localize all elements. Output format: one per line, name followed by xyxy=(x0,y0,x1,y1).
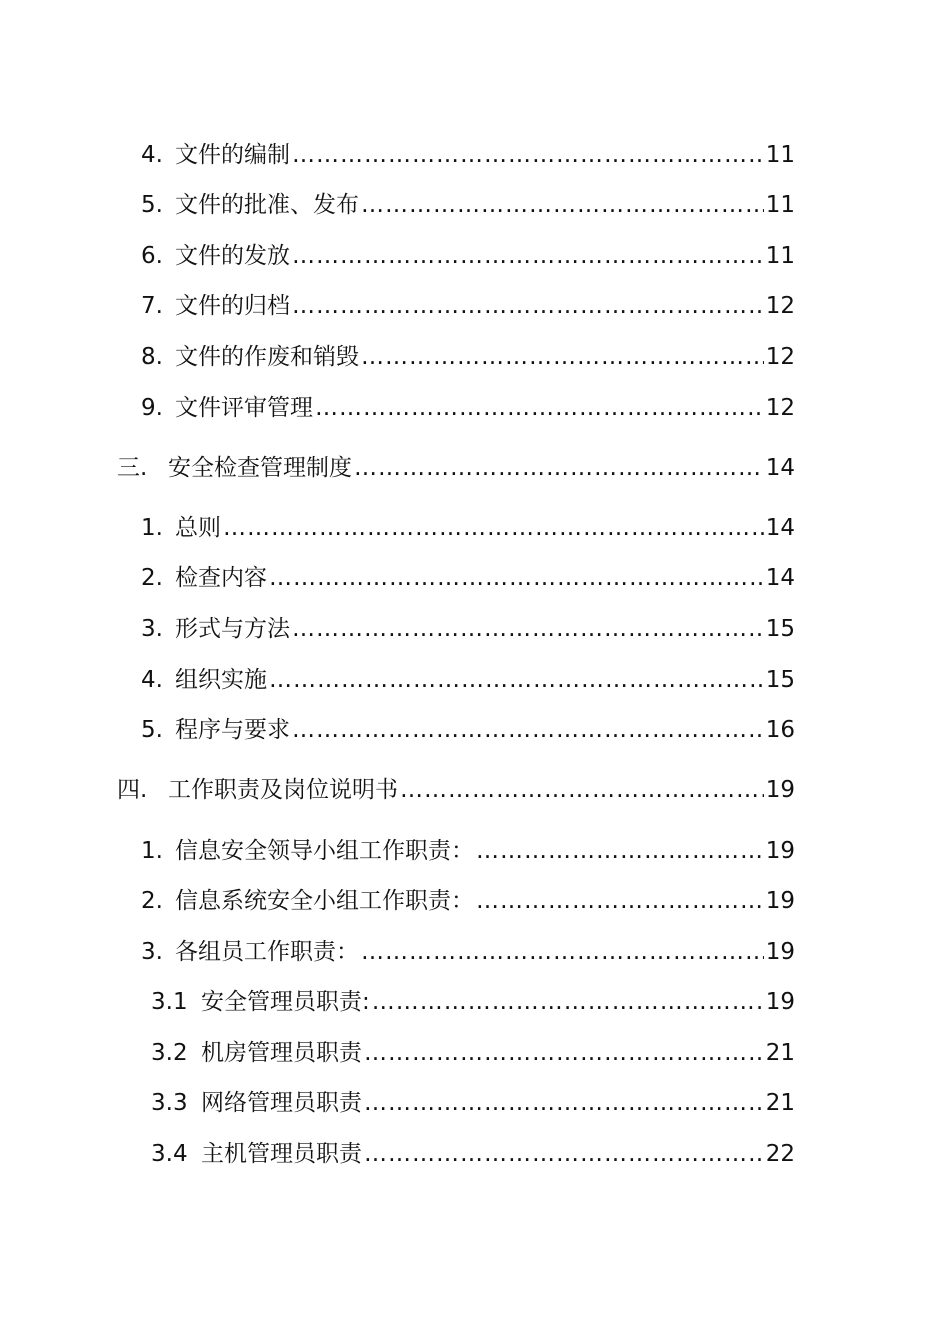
toc-leader-dots xyxy=(292,713,764,747)
toc-entry-page: 19 xyxy=(765,989,795,1015)
toc-entry-page: 11 xyxy=(765,243,795,269)
toc-entry-title: 组织实施 xyxy=(175,667,267,693)
toc-leader-dots xyxy=(292,289,764,323)
toc-entry-page: 19 xyxy=(765,777,795,803)
toc-leader-dots xyxy=(364,1086,764,1120)
toc-entry[interactable] xyxy=(0,663,795,697)
toc-chapter-entry[interactable] xyxy=(0,773,795,807)
toc-entry-title: 文件的发放 xyxy=(175,243,290,269)
toc-entry-number: 三. xyxy=(117,455,148,481)
toc-entry[interactable] xyxy=(0,884,795,918)
toc-chapter-entry[interactable] xyxy=(0,451,795,485)
toc-entry[interactable] xyxy=(0,188,795,222)
toc-entry-page: 11 xyxy=(765,142,795,168)
toc-entry[interactable] xyxy=(0,561,795,595)
toc-leader-dots xyxy=(364,1137,764,1171)
toc-entry-title: 文件的编制 xyxy=(175,142,290,168)
toc-entry[interactable] xyxy=(0,239,795,273)
toc-entry-page: 12 xyxy=(765,344,795,370)
toc-entry-number: 3.1 xyxy=(151,989,188,1015)
toc-leader-dots xyxy=(372,985,764,1019)
toc-leader-dots xyxy=(315,391,764,425)
toc-entry-page: 15 xyxy=(765,667,795,693)
toc-entry-page: 14 xyxy=(765,455,795,481)
toc-leader-dots xyxy=(269,561,764,595)
toc-entry-number: 四. xyxy=(117,777,148,803)
toc-entry[interactable] xyxy=(0,834,795,868)
toc-entry[interactable] xyxy=(0,138,795,172)
toc-entry-number: 5. xyxy=(141,192,163,218)
toc-leader-dots xyxy=(292,612,764,646)
toc-entry-page: 21 xyxy=(765,1040,795,1066)
toc-leader-dots xyxy=(364,1036,764,1070)
toc-entry-page: 12 xyxy=(765,395,795,421)
toc-subentry[interactable] xyxy=(0,1086,795,1120)
toc-entry-number: 8. xyxy=(141,344,163,370)
toc-leader-dots xyxy=(292,138,764,172)
toc-entry[interactable] xyxy=(0,935,795,969)
toc-entry-number: 9. xyxy=(141,395,163,421)
toc-entry[interactable] xyxy=(0,340,795,374)
toc-entry-title: 主机管理员职责 xyxy=(201,1141,362,1167)
toc-entry-page: 19 xyxy=(765,838,795,864)
toc-entry-page: 12 xyxy=(765,293,795,319)
toc-leader-dots xyxy=(292,239,764,273)
toc-subentry[interactable] xyxy=(0,1137,795,1171)
toc-entry-number: 1. xyxy=(141,515,163,541)
toc-entry-number: 4. xyxy=(141,142,163,168)
toc-entry-number: 6. xyxy=(141,243,163,269)
toc-entry-page: 11 xyxy=(765,192,795,218)
toc-entry-page: 19 xyxy=(765,888,795,914)
toc-entry-number: 3.3 xyxy=(151,1090,188,1116)
toc-leader-dots xyxy=(476,884,764,918)
toc-entry-page: 16 xyxy=(765,717,795,743)
toc-entry[interactable] xyxy=(0,511,795,545)
toc-entry-number: 4. xyxy=(141,667,163,693)
toc-leader-dots xyxy=(269,663,764,697)
toc-entry-number: 2. xyxy=(141,565,163,591)
toc-entry-title: 各组员工作职责： xyxy=(175,939,359,965)
toc-entry-number: 3. xyxy=(141,939,163,965)
toc-entry-page: 22 xyxy=(765,1141,795,1167)
toc-entry-title: 文件的批准、发布 xyxy=(175,192,359,218)
toc-entry[interactable] xyxy=(0,612,795,646)
toc-entry-page: 14 xyxy=(765,565,795,591)
toc-subentry[interactable] xyxy=(0,1036,795,1070)
toc-entry-page: 15 xyxy=(765,616,795,642)
toc-entry-page: 19 xyxy=(765,939,795,965)
toc-entry-number: 7. xyxy=(141,293,163,319)
toc-entry-title: 检查内容 xyxy=(175,565,267,591)
toc-subentry[interactable] xyxy=(0,985,795,1019)
toc-entry-title: 信息安全领导小组工作职责： xyxy=(175,838,474,864)
toc-entry-title: 文件的归档 xyxy=(175,293,290,319)
toc-entry-number: 5. xyxy=(141,717,163,743)
toc-entry[interactable] xyxy=(0,289,795,323)
toc-entry-title: 文件的作废和销毁 xyxy=(175,344,359,370)
toc-entry-title: 文件评审管理 xyxy=(175,395,313,421)
toc-entry-title: 工作职责及岗位说明书 xyxy=(168,777,398,803)
toc-entry-title: 安全管理员职责: xyxy=(201,989,370,1015)
toc-entry-number: 3.4 xyxy=(151,1141,188,1167)
toc-entry-title: 信息系统安全小组工作职责： xyxy=(175,888,474,914)
toc-leader-dots xyxy=(361,340,764,374)
toc-entry-title: 机房管理员职责 xyxy=(201,1040,362,1066)
toc-entry-number: 2. xyxy=(141,888,163,914)
toc-leader-dots xyxy=(223,511,764,545)
toc-entry-title: 程序与要求 xyxy=(175,717,290,743)
toc-leader-dots xyxy=(476,834,764,868)
toc-leader-dots xyxy=(400,773,764,807)
toc-entry-title: 总则 xyxy=(175,515,221,541)
toc-leader-dots xyxy=(361,935,764,969)
toc-entry-title: 形式与方法 xyxy=(175,616,290,642)
toc-entry-number: 3.2 xyxy=(151,1040,188,1066)
toc-entry-number: 3. xyxy=(141,616,163,642)
toc-entry[interactable] xyxy=(0,713,795,747)
toc-entry-number: 1. xyxy=(141,838,163,864)
toc-leader-dots xyxy=(354,451,764,485)
toc-entry-page: 21 xyxy=(765,1090,795,1116)
toc-entry-title: 安全检查管理制度 xyxy=(168,455,352,481)
toc-entry[interactable] xyxy=(0,391,795,425)
toc-leader-dots xyxy=(361,188,764,222)
toc-entry-page: 14 xyxy=(765,515,795,541)
toc-entry-title: 网络管理员职责 xyxy=(201,1090,362,1116)
